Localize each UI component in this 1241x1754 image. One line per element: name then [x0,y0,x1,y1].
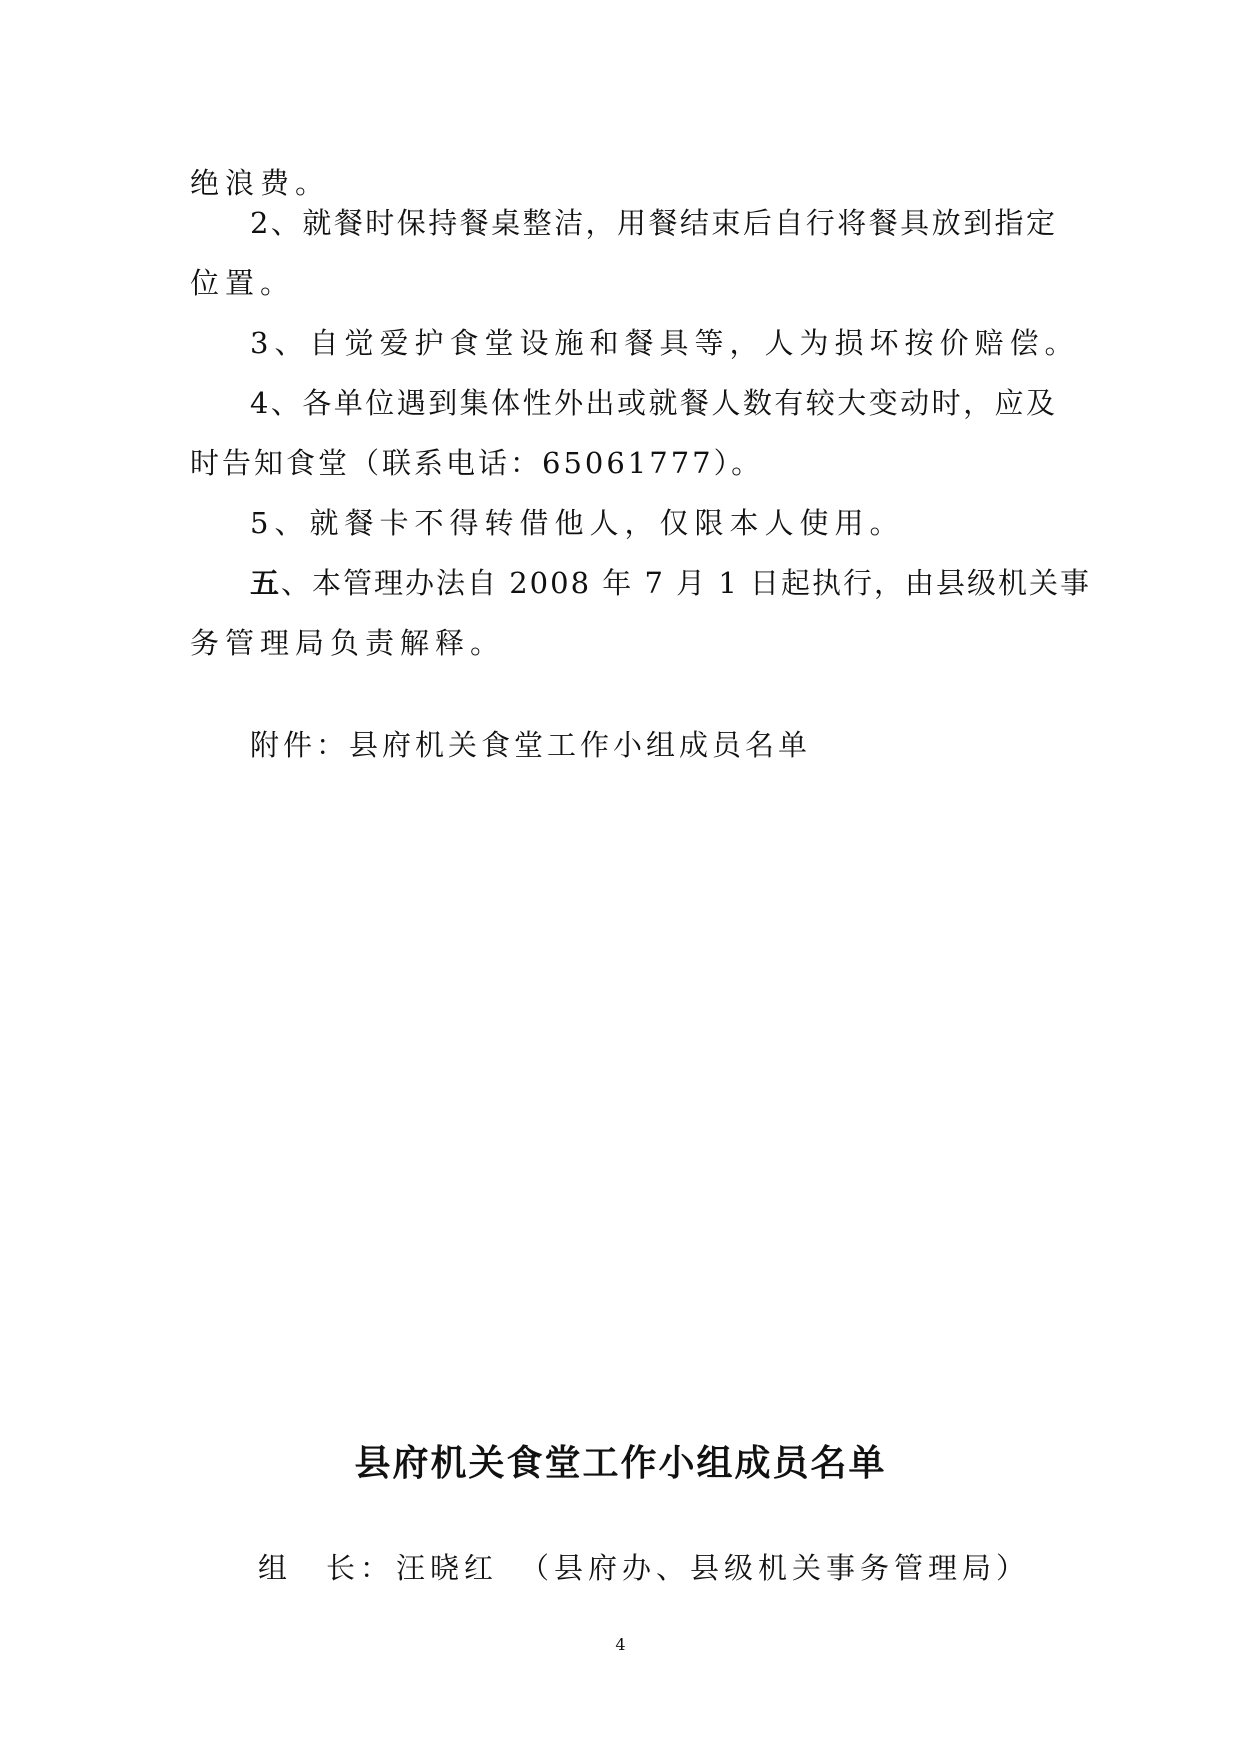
paragraph-6-line-1 [250,563,1091,603]
paragraph-4-line-1: 4、各单位遇到集体性外出或就餐人数有较大变动时，应及 [250,386,1055,420]
paragraph-5: 5、就餐卡不得转借他人，仅限本人使用。 [250,506,905,540]
paragraph-6-line-2: 务管理局负责解释。 [190,626,506,660]
member-unit: （县府办、县级机关事务管理局） [520,1551,1031,1585]
paragraph-3: 3、自觉爱护食堂设施和餐具等，人为损坏按价赔偿。 [250,326,1080,360]
paragraph-6-line-1-text: 、本管理办法自 2008 年 7 月 1 日起执行，由县级机关事 [281,566,1092,600]
paragraph-2-line-2: 位置。 [190,266,296,300]
member-role: 组 长： [258,1551,395,1585]
member-row-leader [258,1548,1030,1588]
member-list-title: 县府机关食堂工作小组成员名单 [354,1442,887,1484]
page-number: 4 [615,1635,626,1654]
paragraph-4-line-2: 时告知食堂（联系电话：65061777）。 [190,446,764,480]
paragraph-1-tail: 绝浪费。 [190,166,331,200]
paragraph-2-line-1: 2、就餐时保持餐桌整洁，用餐结束后自行将餐具放到指定 [250,206,1055,240]
member-name: 汪晓红 [396,1551,499,1585]
attachment-note: 附件：县府机关食堂工作小组成员名单 [250,728,812,762]
section-number-five: 五 [250,566,282,600]
